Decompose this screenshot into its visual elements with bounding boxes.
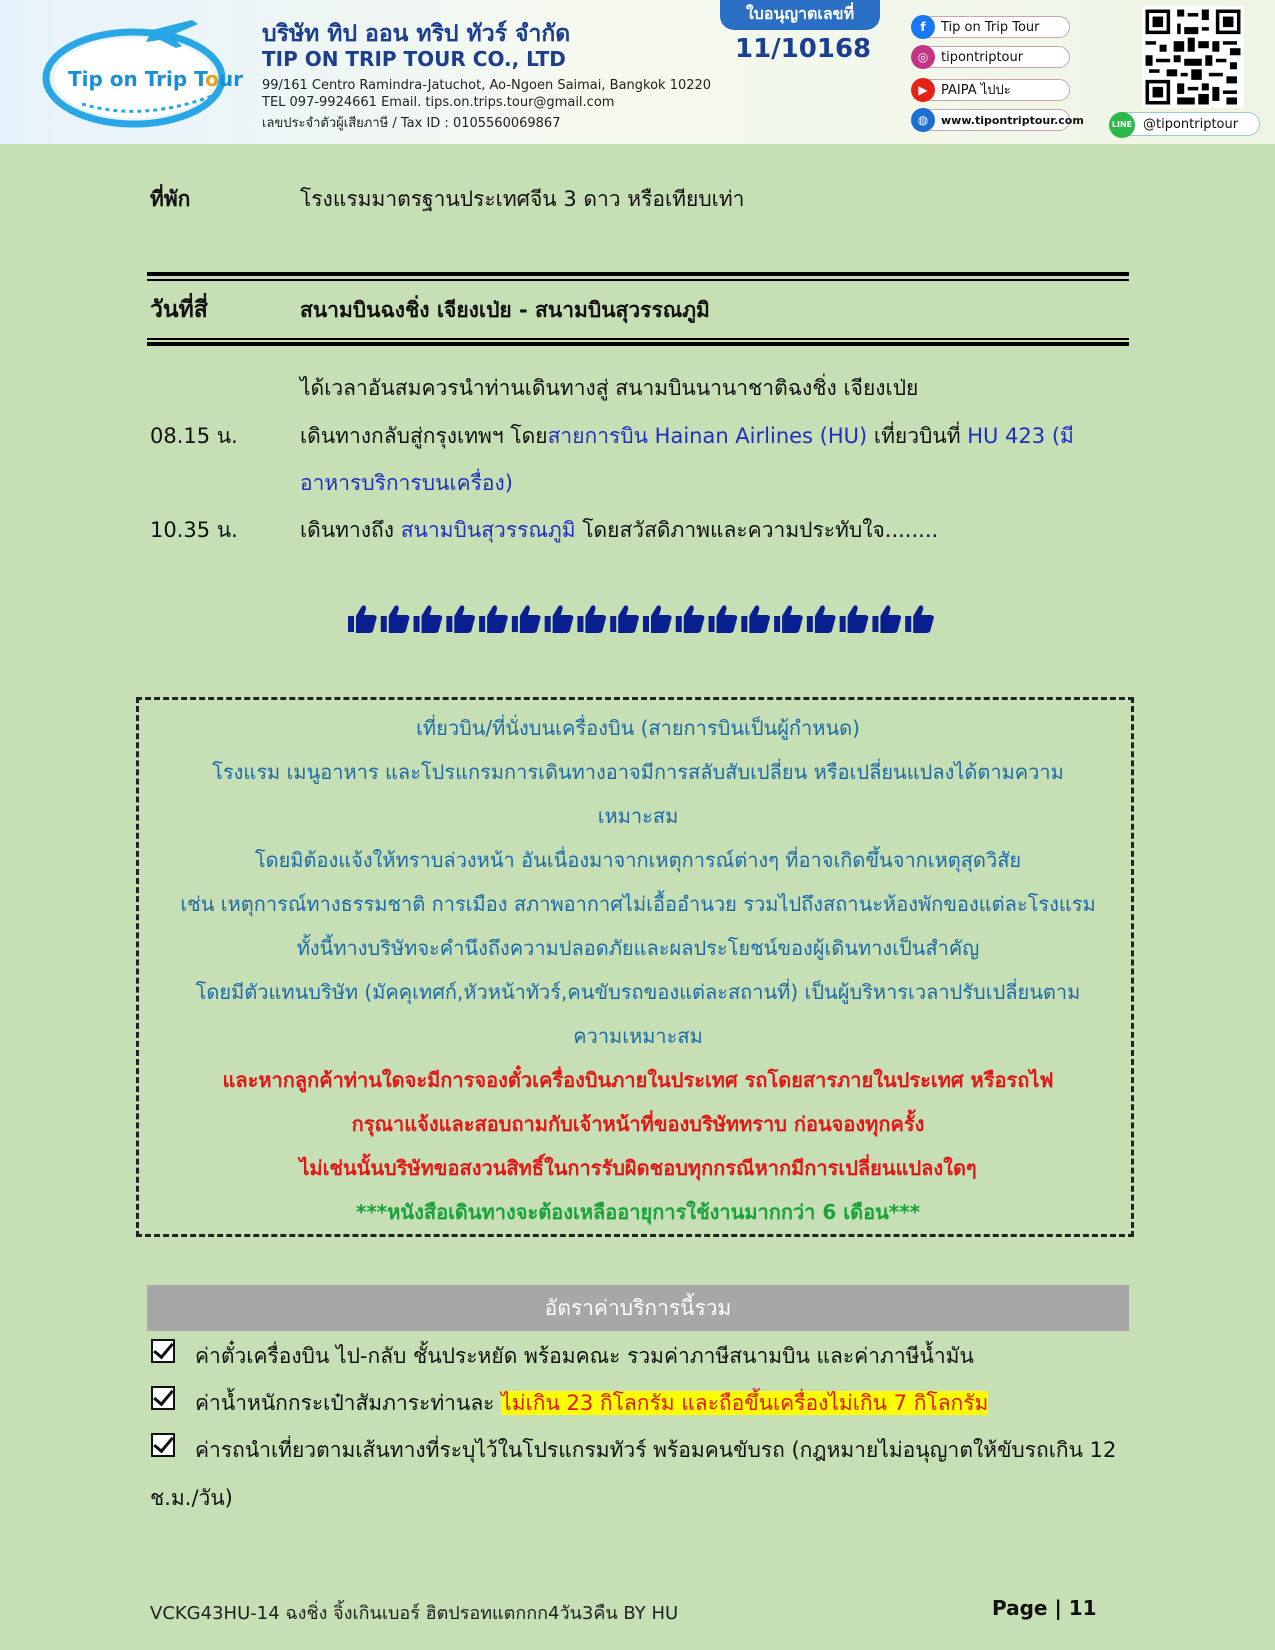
social-instagram[interactable]: ◎ tipontriptour <box>912 46 1070 68</box>
day-bottom-rule-thin <box>147 338 1129 340</box>
notice-box <box>136 697 1134 1237</box>
company-name-english: TIP ON TRIP TOUR CO., LTD <box>262 47 566 71</box>
social-youtube[interactable]: ▶ PAIPA ไปปะ <box>912 79 1070 101</box>
license-label: ใบอนุญาตเลขที่ <box>720 0 880 30</box>
checkbox-icon <box>151 1386 175 1410</box>
company-address: 99/161 Centro Ramindra-Jatuchot, Ao-Ngoen Saimai, Bangkok 10220 <box>262 78 712 93</box>
baggage-allowance-highlight: ไม่เกิน 23 กิโลกรัม และถือขึ้นเครื่องไม่เกิน 7 กิโลกรัม <box>501 1391 989 1415</box>
thumbs-up-divider <box>346 602 936 634</box>
notice-line: ความเหมาะสม <box>573 1024 703 1048</box>
letterhead <box>0 0 1275 144</box>
schedule-time-2: 10.35 น. <box>150 518 238 542</box>
rate-item-airfare: ค่าตั๋วเครื่องบิน ไป-กลับ ชั้นประหยัด พร้อมคณะ รวมค่าภาษีสนามบิน และค่าภาษีน้ำมัน <box>195 1344 974 1368</box>
notice-line: เที่ยวบิน/ที่นั่งบนเครื่องบิน (สายการบินเป็นผู้กำหนด) <box>416 716 860 740</box>
thumbs-up-icon <box>512 605 541 633</box>
schedule-item-1: เดินทางกลับสู่กรุงเทพฯ โดยสายการบิน Hainan Airlines (HU) เที่ยวบินที่ HU 423 (มี <box>300 424 1074 448</box>
instagram-icon: ◎ <box>911 45 935 69</box>
notice-line: เหมาะสม <box>597 804 679 828</box>
thumbs-up-icon <box>643 605 672 633</box>
footer-program-code: VCKG43HU-14 ฉงชิ่ง จิ้งเกินเบอร์ ฮิตปรอทแตกกก4วัน3คืน BY HU <box>150 1603 679 1624</box>
company-logo <box>42 12 244 130</box>
notice-warning-line: ไม่เช่นนั้นบริษัทขอสงวนสิทธิ์ในการรับผิดชอบทุกกรณีหากมีการเปลี่ยนแปลงใดๆ <box>299 1156 977 1180</box>
thumbs-up-icon <box>446 605 475 633</box>
thumbs-up-icon <box>676 605 705 633</box>
notice-line: โดยมีตัวแทนบริษัท (มัคคุเทศก์,หัวหน้าทัวร์,คนขับรถของแต่ละสถานที่) เป็นผู้บริหารเวลาปรับเปลี่ยนตาม <box>195 980 1081 1004</box>
license-number: 11/10168 <box>735 34 872 64</box>
checkbox-icon <box>151 1433 175 1457</box>
thumbs-up-icon <box>381 605 410 633</box>
notice-warning-line: กรุณาแจ้งและสอบถามกับเจ้าหน้าที่ของบริษัททราบ ก่อนจองทุกครั้ง <box>351 1112 925 1136</box>
thumbs-up-icon <box>610 605 639 633</box>
thumbs-up-icon <box>348 605 377 633</box>
facebook-icon: f <box>911 15 935 39</box>
social-line[interactable]: LINE @tipontriptour <box>1110 112 1260 136</box>
company-contact: TEL 097-9924661 Email. tips.on.trips.tour@gmail.com <box>262 95 615 110</box>
day-bottom-rule <box>147 342 1129 346</box>
rate-item-baggage: ค่าน้ำหนักกระเป๋าสัมภาระท่านละ ไม่เกิน 23 กิโลกรัม และถือขึ้นเครื่องไม่เกิน 7 กิโลกรัม <box>195 1391 989 1415</box>
airport-name: สนามบินสุวรรณภูมิ <box>400 518 576 542</box>
thumbs-up-icon <box>872 605 901 633</box>
line-icon: LINE <box>1109 112 1135 138</box>
notice-line: โดยมิต้องแจ้งให้ทราบล่วงหน้า อันเนื่องมาจากเหตุการณ์ต่างๆ ที่อาจเกิดขึ้นจากเหตุสุดวิสัย <box>254 848 1022 872</box>
thumbs-up-icon <box>414 605 443 633</box>
social-website[interactable]: ◍ www.tipontriptour.com <box>912 109 1070 131</box>
youtube-icon: ▶ <box>911 78 935 102</box>
thumbs-up-icon <box>774 605 803 633</box>
day-top-rule-thin <box>147 279 1129 281</box>
thumbs-up-icon <box>479 605 508 633</box>
thumbs-up-icon <box>545 605 574 633</box>
thumbs-up-icon <box>577 605 606 633</box>
rate-item-transport-cont: ช.ม./วัน) <box>150 1486 233 1510</box>
rate-item-transport: ค่ารถนำเที่ยวตามเส้นทางที่ระบุไว้ในโปรแกรมทัวร์ พร้อมคนขับรถ (กฎหมายไม่อนุญาตให้ขับรถเกิน 12 <box>195 1438 1117 1462</box>
thumbs-up-icon <box>840 605 869 633</box>
svg-text:Tip on Trip Tour: Tip on Trip Tour <box>68 67 244 91</box>
notice-line: เช่น เหตุการณ์ทางธรรมชาติ การเมือง สภาพอากาศไม่เอื้ออำนวย รวมไปถึงสถานะห้องพักของแต่ละโรงแรม <box>180 892 1096 916</box>
company-name-thai: บริษัท ทิป ออน ทริป ทัวร์ จำกัด <box>262 21 571 47</box>
company-tax-id: เลขประจำตัวผู้เสียภาษี / Tax ID : 0105560069867 <box>262 116 561 131</box>
notice-passport-line: ***หนังสือเดินทางจะต้องเหลืออายุการใช้งานมากกว่า 6 เดือน*** <box>355 1200 921 1224</box>
day-label: วันที่สี่ <box>150 297 208 323</box>
flight-number: HU 423 (มี <box>967 424 1074 448</box>
schedule-item-1-cont: อาหารบริการบนเครื่อง) <box>300 471 513 495</box>
qr-code <box>1142 6 1244 108</box>
thumbs-up-icon <box>741 605 770 633</box>
schedule-intro: ได้เวลาอันสมควรนำท่านเดินทางสู่ สนามบินนานาชาติฉงชิ่ง เจียงเป่ย <box>300 376 919 400</box>
airline-name: สายการบิน Hainan Airlines (HU) <box>547 424 868 448</box>
social-facebook[interactable]: f Tip on Trip Tour <box>912 16 1070 38</box>
page-number: 11 <box>1068 1596 1097 1620</box>
thumbs-up-icon <box>905 605 934 633</box>
thumbs-up-icon <box>807 605 836 633</box>
schedule-item-2: เดินทางถึง สนามบินสุวรรณภูมิ โดยสวัสดิภาพและความประทับใจ........ <box>300 518 939 542</box>
schedule-time-1: 08.15 น. <box>150 424 238 448</box>
notice-line: ทั้งนี้ทางบริษัทจะคำนึงถึงความปลอดภัยและผลประโยชน์ของผู้เดินทางเป็นสำคัญ <box>296 936 980 960</box>
checkbox-icon <box>151 1339 175 1363</box>
notice-line: โรงแรม เมนูอาหาร และโปรแกรมการเดินทางอาจมีการสลับสับเปลี่ยน หรือเปลี่ยนแปลงได้ตามความ <box>212 760 1064 784</box>
day-top-rule <box>147 272 1129 276</box>
globe-icon: ◍ <box>911 108 935 132</box>
day-title: สนามบินฉงชิ่ง เจียงเป่ย - สนามบินสุวรรณภูมิ <box>300 298 710 322</box>
thumbs-up-icon <box>709 605 738 633</box>
rates-included-header: อัตราค่าบริการนี้รวม <box>147 1285 1129 1331</box>
hotel-text: โรงแรมมาตรฐานประเทศจีน 3 ดาว หรือเทียบเท่า <box>300 187 745 211</box>
notice-warning-line: และหากลูกค้าท่านใดจะมีการจองตั๋วเครื่องบินภายในประเทศ รถโดยสารภายในประเทศ หรือรถไฟ <box>222 1068 1054 1092</box>
hotel-label: ที่พัก <box>150 187 191 211</box>
footer-page: Page | 11 <box>992 1596 1097 1620</box>
